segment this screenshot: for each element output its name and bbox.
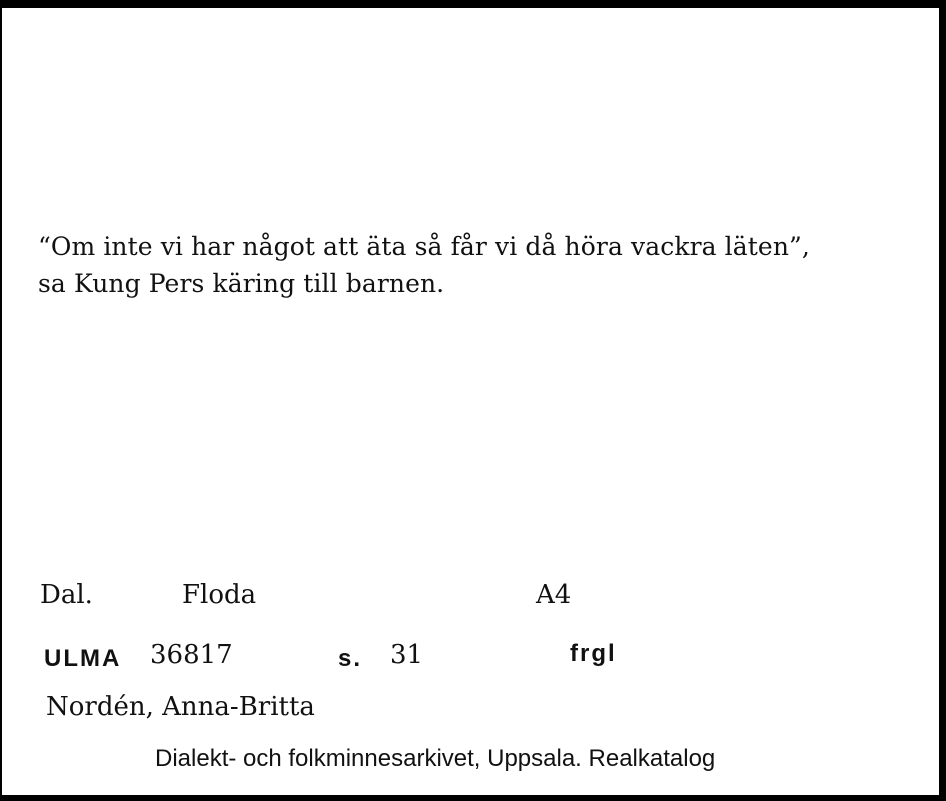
informant: Nordén, Anna-Britta [46,692,315,722]
page-number: 31 [390,640,424,670]
archive-footer: Dialekt- och folkminnesarkivet, Uppsala. Realkatalog [155,745,716,772]
category: A4 [536,580,572,610]
archive-number: 36817 [150,640,233,670]
type-label: frgl [570,640,617,667]
archive-label: ULMA [44,645,122,672]
card-border-bottom [0,795,946,801]
region: Dal. [40,580,93,610]
quote-line-1: “Om inte vi har något att äta så får vi då höra vackra läten”, [38,232,810,261]
card-border-top [0,0,946,8]
place: Floda [182,580,257,610]
card-border-left [0,0,2,801]
page-label: s. [338,645,363,672]
card-border-right [939,0,946,801]
quote-text [38,228,918,302]
quote-line-2: sa Kung Pers käring till barnen. [38,269,445,298]
